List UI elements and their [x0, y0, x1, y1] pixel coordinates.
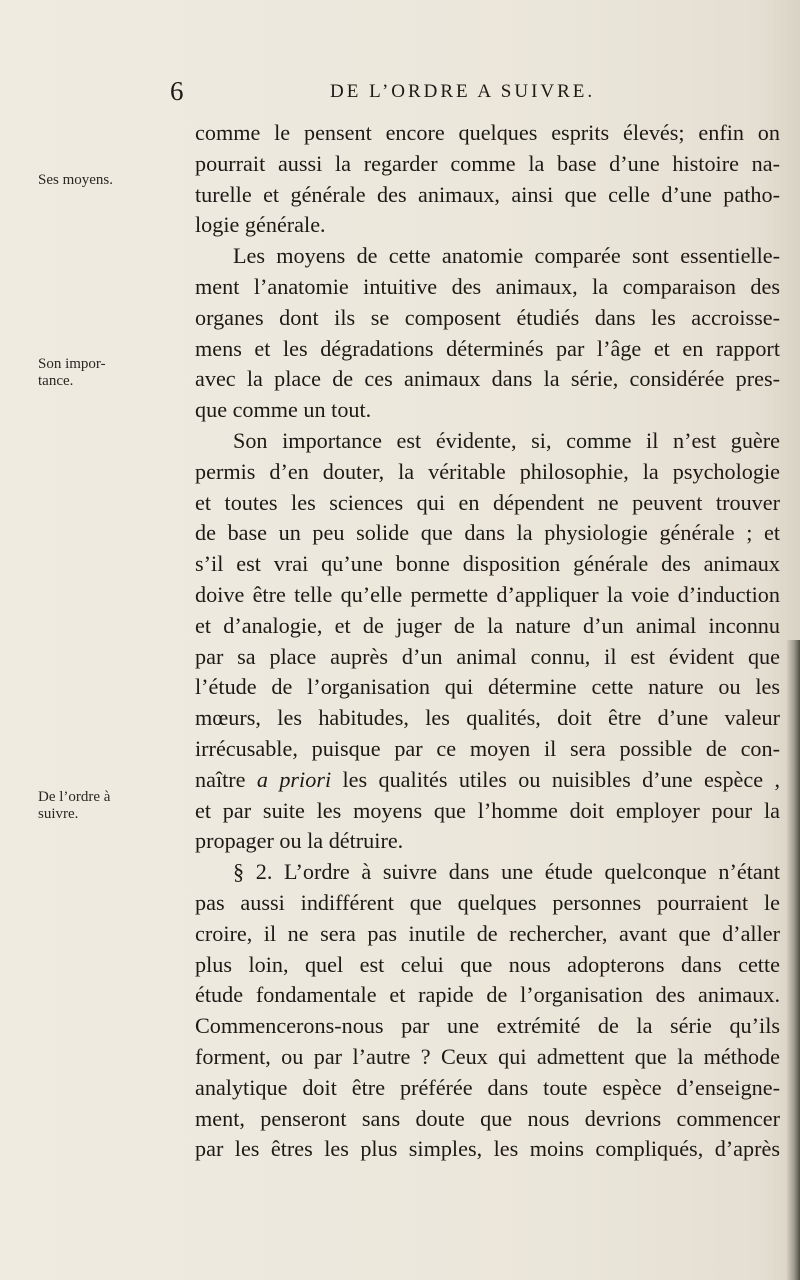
margin-note-ordre: [38, 789, 138, 823]
text-line: analytique doit être préférée dans toute espèce d’enseigne-: [195, 1074, 780, 1100]
margin-note-line: Ses moyens.: [38, 172, 113, 188]
text-line: Les moyens de cette anatomie comparée sont essentielle-: [233, 243, 780, 269]
text-line: comme le pensent encore quelques esprits élevés; enfin on: [195, 120, 780, 145]
text-line: et toutes les sciences qui en dépendent ne peuvent trouver: [195, 489, 780, 515]
running-title: DE L’ORDRE A SUIVRE.: [330, 81, 596, 102]
text-line: étude fondamentale et rapide de l’organisation des animaux.: [195, 982, 780, 1008]
page-header: [170, 76, 770, 106]
margin-note-importance: [38, 356, 138, 390]
text-line: organes dont ils se composent étudiés dans les accroisse-: [195, 304, 780, 330]
text-line: propager ou la détruire.: [195, 828, 404, 854]
text-line: par les êtres les plus simples, les moins compliqués, d’après: [195, 1136, 780, 1162]
text-line: l’étude de l’organisation qui détermine cette nature ou les: [195, 674, 780, 700]
text-line: irrécusable, puisque par ce moyen il sera possible de con-: [195, 735, 780, 761]
text-line: Commencerons-nous par une extrémité de la série qu’ils: [195, 1013, 780, 1039]
text-line: ment, penseront sans doute que nous devrions commencer: [195, 1105, 780, 1131]
text-line: § 2. L’ordre à suivre dans une étude quelconque n’étant: [233, 859, 780, 885]
text-line: doive être telle qu’elle permette d’appliquer la voie d’induction: [195, 581, 780, 607]
text-line: de base un peu solide que dans la physiologie générale ; et: [195, 520, 780, 546]
italic-phrase: a priori: [256, 766, 332, 792]
text-line: s’il est vrai qu’une bonne disposition générale des animaux: [195, 551, 780, 577]
text-line: [195, 765, 780, 796]
text-line: que comme un tout.: [195, 397, 372, 423]
text-line: avec la place de ces animaux dans la série, considérée pres-: [195, 366, 780, 392]
margin-note-line: tance.: [38, 373, 74, 389]
text-line: Son importance est évidente, si, comme il n’est guère: [233, 427, 780, 453]
text-line: turelle et générale des animaux, ainsi que celle d’une patho-: [195, 181, 780, 207]
text-line: permis d’en douter, la véritable philosophie, la psychologie: [195, 458, 780, 484]
text-line: et par suite les moyens que l’homme doit employer pour la: [195, 797, 780, 823]
text-line: pourrait aussi la regarder comme la base d’une histoire na-: [195, 150, 780, 176]
margin-note-moyens: [38, 172, 138, 189]
text-line: logie générale.: [195, 212, 326, 238]
text-line: par sa place auprès d’un animal connu, il est évident que: [195, 643, 780, 669]
text-line: forment, ou par l’autre ? Ceux qui admettent que la méthode: [195, 1043, 780, 1069]
text-line: plus loin, quel est celui que nous adopterons dans cette: [195, 951, 780, 977]
text-line: et d’analogie, et de juger de la nature d’un animal inconnu: [195, 612, 780, 638]
text-segment: naître: [195, 766, 257, 792]
text-line: pas aussi indifférent que quelques personnes pourraient le: [195, 889, 780, 915]
text-segment: les qualités utiles ou nuisibles d’une espèce ,: [331, 766, 780, 792]
margin-note-line: suivre.: [38, 806, 79, 822]
page-edge-shadow: [786, 640, 800, 1280]
text-line: mens et les dégradations déterminés par l’âge et en rapport: [195, 335, 780, 361]
text-line: mœurs, les habitudes, les qualités, doit être d’une valeur: [195, 705, 780, 731]
text-line: croire, il ne sera pas inutile de rechercher, avant que d’aller: [195, 920, 780, 946]
margin-note-line: De l’ordre à: [38, 789, 111, 805]
page-number: 6: [170, 76, 184, 106]
text-line: ment l’anatomie intuitive des animaux, la comparaison des: [195, 273, 780, 299]
body-text: [195, 118, 780, 1165]
margin-note-line: Son impor-: [38, 356, 106, 372]
